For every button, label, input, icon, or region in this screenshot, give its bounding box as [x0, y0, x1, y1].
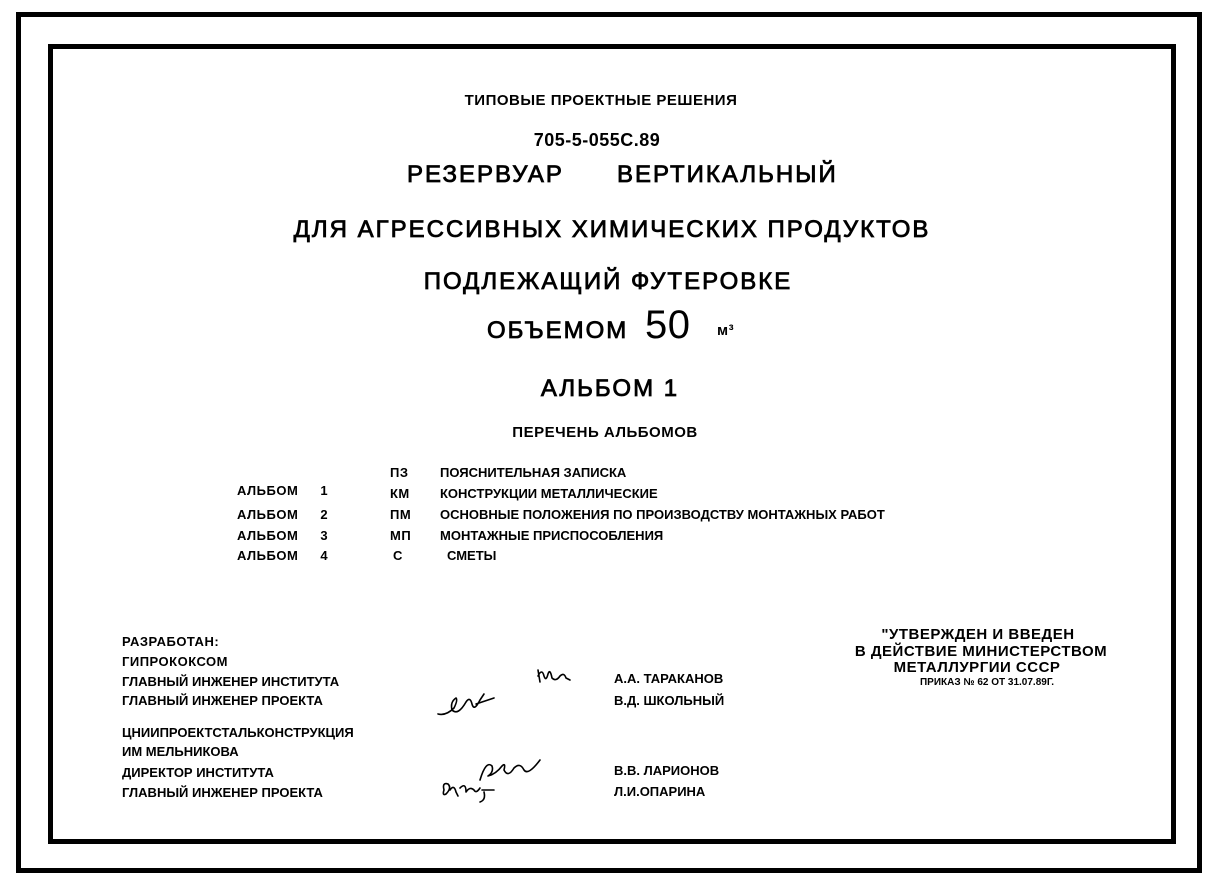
title-line-lining: ПОДЛЕЖАЩИЙ ФУТЕРОВКЕ — [423, 268, 793, 295]
approval-order-reference: ПРИКАЗ № 62 ОТ 31.07.89Г. — [919, 677, 1055, 688]
person-name: В.Д. ШКОЛЬНЫЙ — [614, 693, 725, 708]
role-chief-engineer-project: ГЛАВНЫЙ ИНЖЕНЕР ПРОЕКТА — [122, 785, 323, 800]
album-code: ПМ — [390, 507, 412, 522]
album-code: МП — [390, 528, 412, 543]
signature-oparina — [440, 774, 500, 804]
album-code: ПЗ — [390, 465, 409, 480]
org-tsniiproektstalkonstruktsiya: ЦНИИПРОЕКТСТАЛЬКОНСТРУКЦИЯ — [122, 725, 354, 740]
album-description: ОСНОВНЫЕ ПОЛОЖЕНИЯ ПО ПРОИЗВОДСТВУ МОНТАЖНЫХ РАБОТ — [440, 507, 885, 522]
album-code: С — [393, 548, 403, 563]
album-number: АЛЬБОМ 2 — [237, 507, 329, 522]
volume-value: 50 — [645, 303, 691, 347]
album-number: АЛЬБОМ 4 — [237, 548, 329, 563]
approval-line-1: "УТВЕРЖДЕН И ВВЕДЕН — [881, 626, 1075, 643]
signature-shkolny — [436, 686, 500, 720]
album-description: СМЕТЫ — [447, 548, 497, 563]
person-name: Л.И.ОПАРИНА — [614, 784, 706, 799]
series-heading: ТИПОВЫЕ ПРОЕКТНЫЕ РЕШЕНИЯ — [464, 92, 738, 109]
album-description: КОНСТРУКЦИИ МЕТАЛЛИЧЕСКИЕ — [440, 486, 658, 501]
album-number: АЛЬБОМ 1 — [237, 483, 329, 498]
album-list-title: ПЕРЕЧЕНЬ АЛЬБОМОВ — [512, 424, 698, 441]
inner-frame-border — [48, 44, 1176, 844]
org-giprokoksom: ГИПРОКОКСОМ — [122, 654, 228, 669]
signature-tarakanov — [536, 664, 572, 688]
role-chief-engineer-institute: ГЛАВНЫЙ ИНЖЕНЕР ИНСТИТУТА — [122, 674, 340, 689]
title-word-vertical: ВЕРТИКАЛЬНЫЙ — [617, 161, 838, 188]
volume-unit: м³ — [717, 322, 735, 339]
volume-label: ОБЪЕМОМ — [487, 317, 629, 344]
role-chief-engineer-project: ГЛАВНЫЙ ИНЖЕНЕР ПРОЕКТА — [122, 693, 323, 708]
album-description: ПОЯСНИТЕЛЬНАЯ ЗАПИСКА — [440, 465, 627, 480]
person-name: В.В. ЛАРИОНОВ — [614, 763, 720, 778]
developers-heading: РАЗРАБОТАН: — [122, 634, 220, 649]
approval-line-3: МЕТАЛЛУРГИИ СССР — [893, 659, 1061, 676]
approval-line-2: В ДЕЙСТВИЕ МИНИСТЕРСТВОМ — [854, 643, 1108, 660]
role-institute-director: ДИРЕКТОР ИНСТИТУТА — [122, 765, 274, 780]
title-word-reservoir: РЕЗЕРВУАР — [407, 161, 564, 188]
album-number: АЛЬБОМ 3 — [237, 528, 329, 543]
album-description: МОНТАЖНЫЕ ПРИСПОСОБЛЕНИЯ — [440, 528, 664, 543]
album-code: КМ — [390, 486, 410, 501]
person-name: А.А. ТАРАКАНОВ — [614, 671, 724, 686]
org-subtitle: ИМ МЕЛЬНИКОВА — [122, 744, 239, 759]
project-code: 705-5-055С.89 — [533, 130, 661, 150]
album-heading: АЛЬБОМ 1 — [540, 375, 680, 402]
title-line-aggressive-products: ДЛЯ АГРЕССИВНЫХ ХИМИЧЕСКИХ ПРОДУКТОВ — [293, 216, 931, 243]
